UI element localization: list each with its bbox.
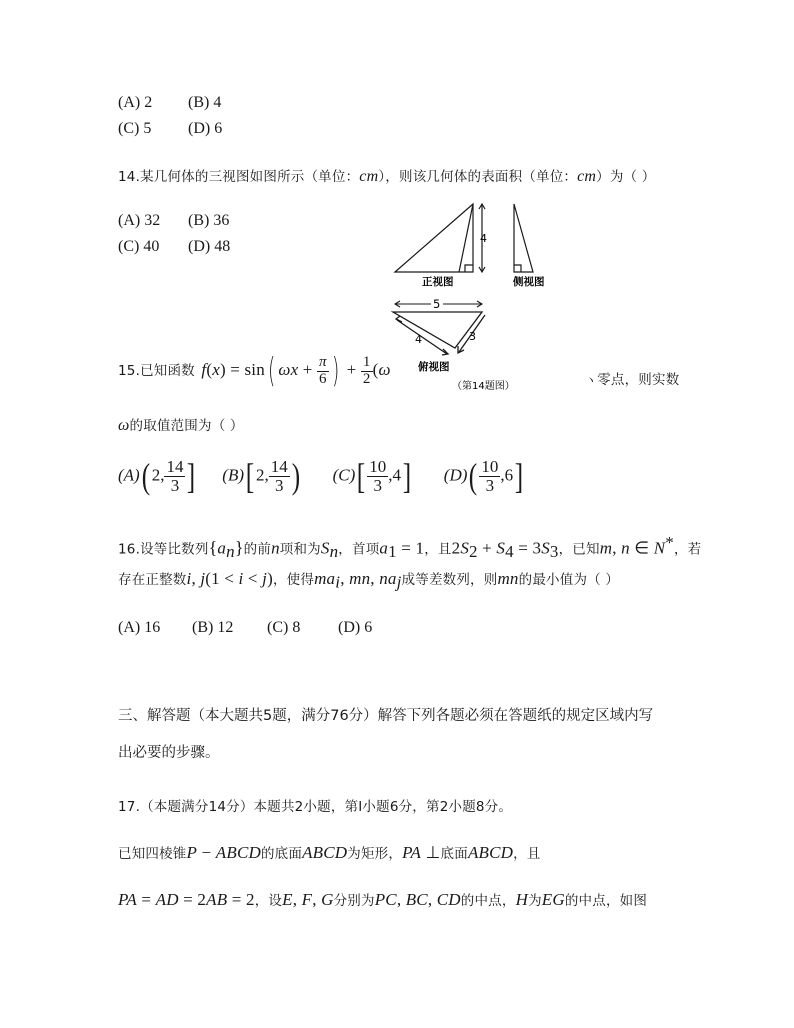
q16-option-d: (D) 6 xyxy=(338,619,373,636)
q14-option-d: (D) 48 xyxy=(188,238,231,255)
q13-option-d: (D) 6 xyxy=(188,120,223,137)
q15-option-d-label: (D) xyxy=(443,465,468,485)
q16-line2: 存在正整数i, j(1 < i < j)，使得$ma_i$, mn, $na_j$成等差数列，则mn的最小值为（ ） xyxy=(118,569,620,592)
q17-line2: PA = AD = 2AB = 2，设E, F, G分别为PC, BC, CD的中点，H为EG的中点，如图 xyxy=(118,890,648,909)
q13-option-c: (C) 5 xyxy=(118,120,152,137)
q14-option-b: (B) 36 xyxy=(188,212,230,229)
q17-header: 17.（本题满分14分）本题共2小题，第Ⅰ小题6分，第2小题8分。 xyxy=(118,799,513,815)
front-height-label: 4 xyxy=(480,232,487,245)
q14-stem: 14.某几何体的三视图如图所示（单位：cm），则该几何体的表面积（单位：cm）为（ ） xyxy=(118,168,656,185)
q15-line2: ω的取值范围为（ ） xyxy=(118,417,244,434)
section-3-heading-cont: 出必要的步骤。 xyxy=(118,745,220,761)
q16-line1: 16.设等比数列$\{a_n\}$的前n项和为$S_n$，首项$a_1 = 1$，且$2S_2 + S_4 = 3S_3$，已知m, n ∈ N*，若 xyxy=(118,533,702,562)
q14-option-a: (A) 32 xyxy=(118,212,161,229)
q14-option-c: (C) 40 xyxy=(118,238,160,255)
q16-option-b: (B) 12 xyxy=(192,619,234,636)
top-view-label: 俯视图 xyxy=(418,361,450,373)
side-view xyxy=(514,204,533,272)
top-width-label: 5 xyxy=(433,297,441,311)
section-3-heading: 三、解答题（本大题共5题，满分76分）解答下列各题必须在答题纸的规定区域内写 xyxy=(118,708,654,724)
q15-stem: 15.已知函数 f(x) = sin( ωx + $\frac{\pi}{6}$ ) + $\frac{1}{2}$ (ω xyxy=(118,351,391,391)
q15-stem-tail: ヽ零点，则实数 xyxy=(585,372,680,388)
q15-options: (A)( 2, $\frac{14}{3}$ ] (B)[ 2, $\frac{14}{3}$ ) (C)[ $\frac{10}{3}$ ,4] (D)( $\frac{10}{3}$ ,6] xyxy=(118,456,524,496)
q15-option-b-label: (B) xyxy=(222,465,244,485)
q16-option-c: (C) 8 xyxy=(267,619,301,636)
side-view-label: 侧视图 xyxy=(513,276,545,288)
q15-option-c-label: (C) xyxy=(332,465,356,485)
front-view xyxy=(395,204,485,272)
top-right-label: 3 xyxy=(469,330,476,343)
q15-option-a-label: (A) xyxy=(118,465,140,485)
three-view-figure xyxy=(385,198,565,398)
q13-option-a: (A) 2 xyxy=(118,94,153,111)
q17-line1: 已知四棱锥P − ABCD的底面ABCD为矩形，PA ⊥底面ABCD，且 xyxy=(118,843,541,862)
top-left-label: 4 xyxy=(415,333,422,346)
q16-option-a: (A) 16 xyxy=(118,619,161,636)
front-view-label: 正视图 xyxy=(422,276,454,288)
q13-option-b: (B) 4 xyxy=(188,94,222,111)
figure-caption: （第14题图） xyxy=(452,381,515,392)
